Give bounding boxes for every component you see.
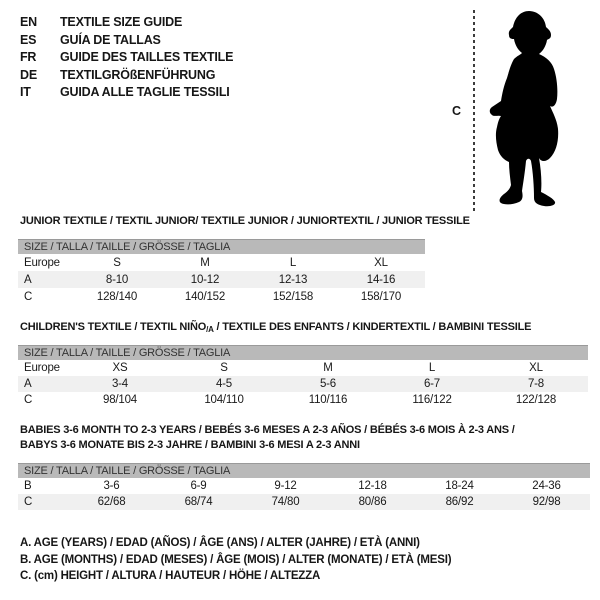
size-value: 104/110 <box>204 394 244 406</box>
language-title: GUÍA DE TALLAS <box>60 32 161 47</box>
row-label: A <box>18 376 68 392</box>
size-value: XL <box>529 362 543 374</box>
legend-notes <box>20 535 451 585</box>
size-value: S <box>220 362 228 374</box>
size-value: S <box>113 256 121 269</box>
language-row <box>20 14 233 32</box>
size-header-bar: SIZE / TALLA / TAILLE / GRÖSSE / TAGLIA <box>18 464 590 479</box>
size-value: 74/80 <box>242 494 329 510</box>
language-code: ES <box>20 32 37 47</box>
size-value: 9-12 <box>274 480 297 492</box>
note-age-months: B. AGE (MONTHS) / EDAD (MESES) / ÂGE (MOIS) / ALTER (MONATE) / ETÀ (MESI) <box>20 553 452 566</box>
children-title-part: / TEXTILE DES ENFANTS / KINDERTEXTIL / BAMBINI TESSILE <box>213 321 532 333</box>
size-value: 12-13 <box>249 271 337 288</box>
size-value: 14-16 <box>337 271 425 288</box>
language-title: GUIDE DES TAILLES TEXTILE <box>60 50 234 65</box>
size-value: L <box>428 362 436 374</box>
row-label: A <box>18 271 73 288</box>
language-code: FR <box>20 50 37 65</box>
size-value: 158/170 <box>360 290 402 303</box>
table-row <box>18 392 588 408</box>
height-measure-label: C <box>452 104 462 118</box>
size-value: 3-4 <box>68 376 172 392</box>
language-title: TEXTILE SIZE GUIDE <box>60 15 183 29</box>
babies-size-table <box>18 463 590 510</box>
height-measure-line <box>473 10 475 212</box>
size-value: 92/98 <box>503 494 590 510</box>
size-value: XL <box>374 256 388 269</box>
row-label: C <box>24 394 33 406</box>
junior-textile-title: JUNIOR TEXTILE / TEXTIL JUNIOR/ TEXTILE JUNIOR / JUNIORTEXTIL / JUNIOR TESSILE <box>20 215 470 227</box>
size-value: 5-6 <box>276 376 380 392</box>
size-value: 12-18 <box>358 480 387 492</box>
size-value: M <box>323 362 333 374</box>
baby-silhouette-icon <box>489 8 565 208</box>
row-label: Europe <box>24 362 60 374</box>
row-label: C <box>24 290 33 303</box>
size-header-bar: SIZE / TALLA / TAILLE / GRÖSSE / TAGLIA <box>18 240 425 255</box>
language-row <box>20 84 233 102</box>
language-title: GUIDA ALLE TAGLIE TESSILI <box>60 85 230 100</box>
row-label: Europe <box>24 256 60 269</box>
size-header-bar: SIZE / TALLA / TAILLE / GRÖSSE / TAGLIA <box>18 346 588 361</box>
size-value: L <box>289 256 297 269</box>
babies-title-line2: BABYS 3-6 MONATE BIS 2-3 JAHRE / BAMBINI 3-6 MESI A 2-3 ANNI <box>20 439 360 451</box>
row-label: B <box>24 480 32 492</box>
note-height: C. (cm) HEIGHT / ALTURA / HAUTEUR / HÖHE / ALTEZZA <box>20 570 321 583</box>
table-row <box>18 254 425 271</box>
size-value: 68/74 <box>155 494 242 510</box>
size-value: 4-5 <box>172 376 276 392</box>
language-list <box>20 14 233 102</box>
row-label: C <box>18 494 68 510</box>
size-value: 3-6 <box>103 480 120 492</box>
size-value: 128/140 <box>96 290 138 303</box>
babies-title-line1: BABIES 3-6 MONTH TO 2-3 YEARS / BEBÉS 3-6 MESES A 2-3 AÑOS / BÉBÉS 3-6 MOIS À 2-3 ANS / <box>20 424 515 436</box>
table-row <box>18 288 425 305</box>
children-textile-title <box>20 320 531 337</box>
table-row <box>18 271 425 288</box>
language-code: EN <box>20 15 37 29</box>
children-title-part: CHILDREN'S TEXTILE / TEXTIL NIÑO <box>20 321 207 333</box>
size-value: 18-24 <box>445 480 474 492</box>
children-size-table <box>18 345 588 408</box>
table-row <box>18 478 590 494</box>
language-title: TEXTILGRÖßENFÜHRUNG <box>60 67 216 82</box>
size-value: 8-10 <box>73 271 161 288</box>
language-row <box>20 32 233 50</box>
table-row <box>18 360 588 376</box>
size-value: 152/158 <box>272 290 314 303</box>
language-code: IT <box>20 85 31 100</box>
size-value: 98/104 <box>103 394 137 406</box>
size-value: 110/116 <box>308 394 348 406</box>
language-row <box>20 49 233 67</box>
size-value: 7-8 <box>484 376 588 392</box>
size-value: 122/128 <box>515 394 557 406</box>
children-title-subscript: /A <box>206 325 214 334</box>
note-age-years: A. AGE (YEARS) / EDAD (AÑOS) / ÂGE (ANS) / ALTER (JAHRE) / ETÀ (ANNI) <box>20 537 420 549</box>
size-value: 10-12 <box>161 271 249 288</box>
size-value: 6-9 <box>190 480 207 492</box>
language-code: DE <box>20 67 37 82</box>
size-value: 62/68 <box>68 494 155 510</box>
size-value: 24-36 <box>532 480 561 492</box>
babies-textile-title <box>20 423 515 453</box>
language-row <box>20 67 233 85</box>
size-value: 116/122 <box>412 394 452 406</box>
size-value: 86/92 <box>416 494 503 510</box>
size-value: M <box>200 256 210 269</box>
table-row <box>18 376 588 392</box>
size-value: 140/152 <box>184 290 226 303</box>
junior-size-table <box>18 239 425 305</box>
table-row <box>18 494 590 510</box>
size-value: 80/86 <box>329 494 416 510</box>
size-value: 6-7 <box>380 376 484 392</box>
size-value: XS <box>112 362 128 374</box>
